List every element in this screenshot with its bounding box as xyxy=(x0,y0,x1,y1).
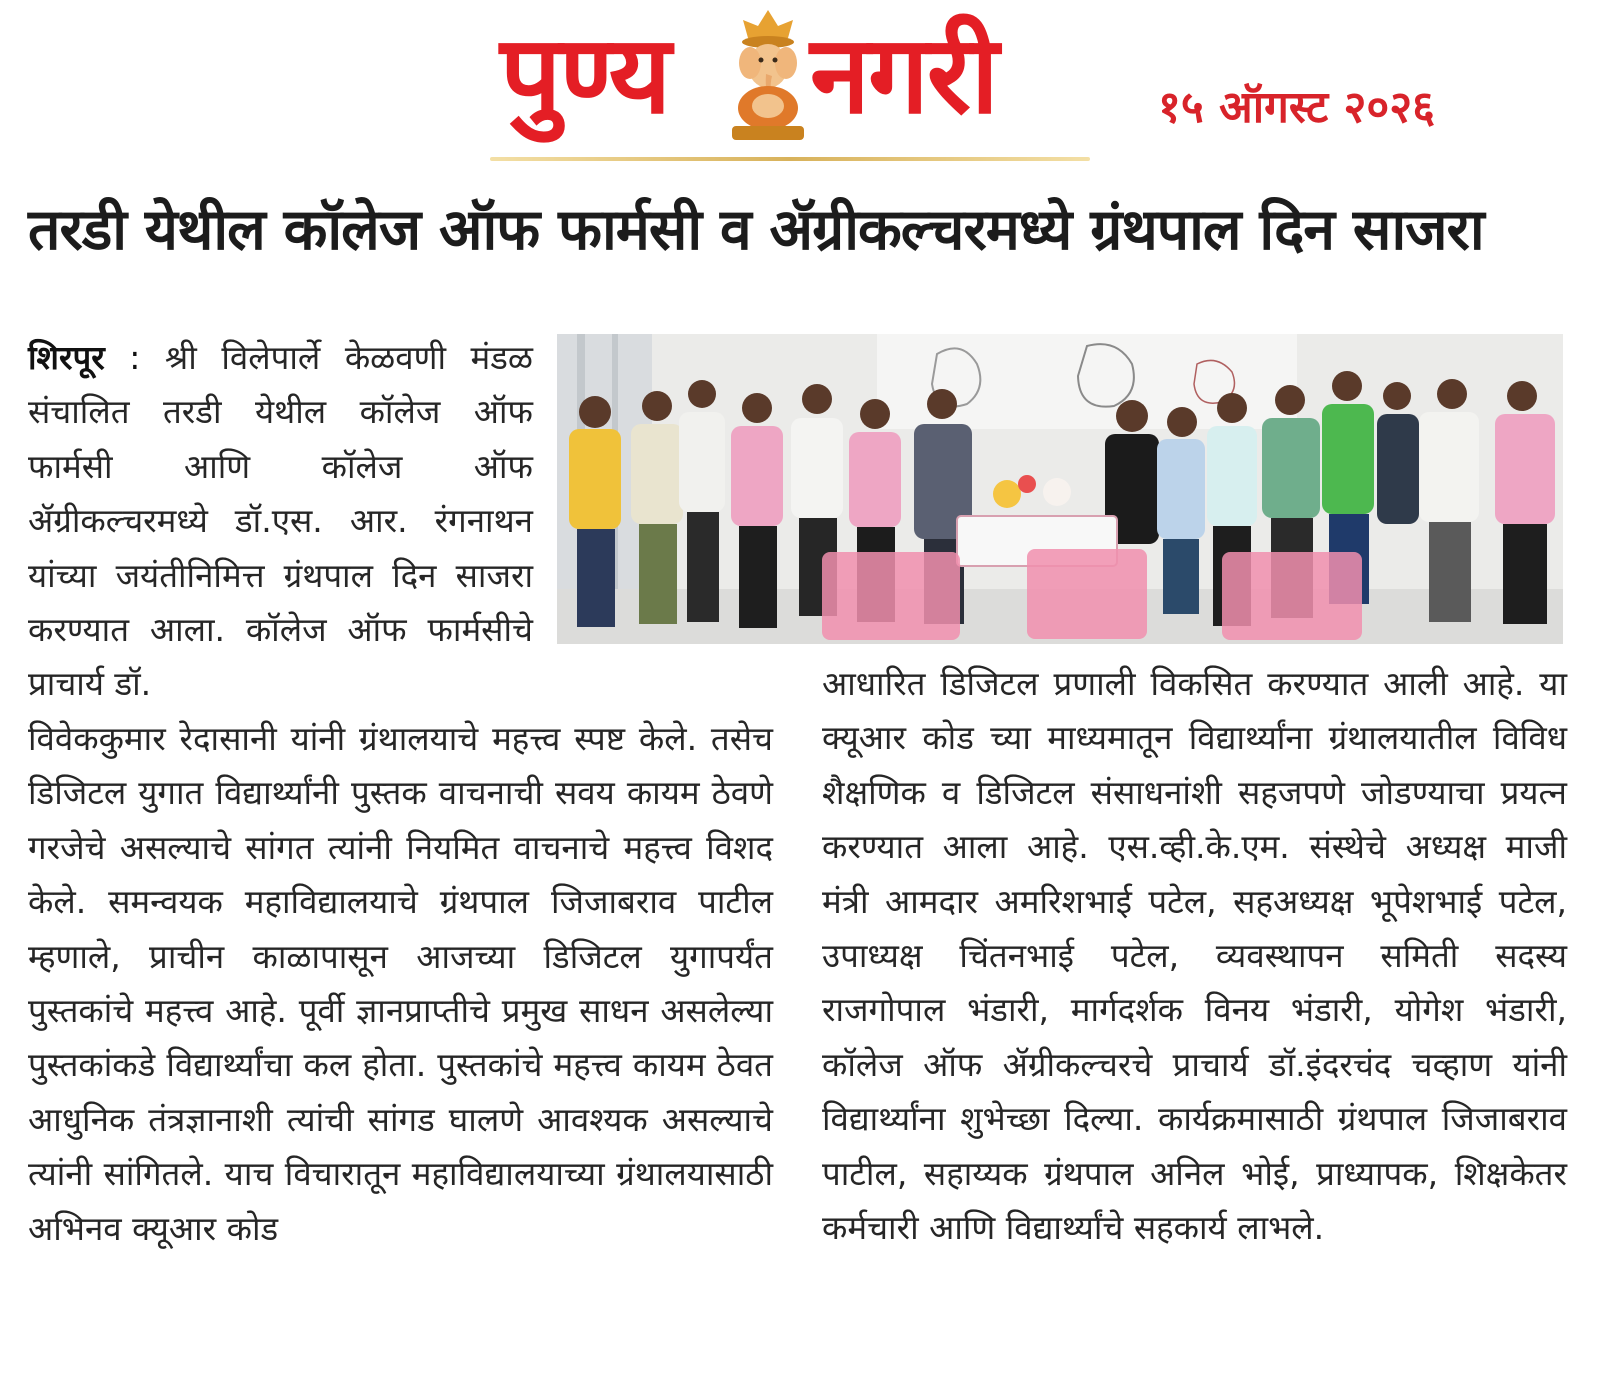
event-photo xyxy=(557,334,1563,644)
article-dateline: शिरपूर : xyxy=(28,338,165,377)
masthead xyxy=(0,0,1600,175)
newspaper-logo-right: नगरी xyxy=(810,13,997,138)
article-headline: तरडी येथील कॉलेज ऑफ फार्मसी व ॲग्रीकल्चरमध्ये ग्रंथपाल दिन साजरा xyxy=(28,197,1484,263)
issue-date: १५ ऑगस्ट २०२६ xyxy=(1158,82,1435,133)
article-column-left-bottom: विवेककुमार रेदासानी यांनी ग्रंथालयाचे महत्त्व स्पष्ट केले. तसेच डिजिटल युगात विद्यार्थ्यांनी पुस्तक वाचनाची सवय कायम ठेवणे गरजेचे असल्याचे सांगत त्यांनी नियमित वाचनाचे महत्त्व विशद केले. समन्वयक महाविद्यालयाचे ग्रंथपाल जिजाबराव पाटील म्हणाले, प्राचीन काळापासून आजच्या डिजिटल युगापर्यंत पुस्तकांचे महत्त्व आहे. पूर्वी ज्ञानप्राप्तीचे प्रमुख साधन असलेल्या पुस्तकांकडे विद्यार्थ्यांचा कल होता. पुस्तकांचे महत्त्व कायम ठेवत आधुनिक तंत्रज्ञानाशी त्यांची सांगड घालणे आवश्यक असल्याचे त्यांनी सांगितले. याच विचारातून महाविद्यालयाच्या ग्रंथालयासाठी अभिनव क्यूआर कोड xyxy=(28,719,773,1248)
article-column-left-top xyxy=(28,331,533,712)
newspaper-logo-left: पुण्य xyxy=(500,13,670,138)
masthead-underline xyxy=(490,157,1090,161)
article-column-right: आधारित डिजिटल प्रणाली विकसित करण्यात आली आहे. या क्यूआर कोड च्या माध्यमातून विद्यार्थ्यांना ग्रंथालयातील विविध शैक्षणिक व डिजिटल संसाधनांशी सहजपणे जोडण्याचा प्रयत्न करण्यात आला आहे. एस.व्ही.के.एम. संस्थेचे अध्यक्ष माजी मंत्री आमदार अमरिशभाई पटेल, सहअध्यक्ष भूपेशभाई पटेल, उपाध्यक्ष चिंतनभाई पटेल, व्यवस्थापन समिती सदस्य राजगोपाल भंडारी, मार्गदर्शक विनय भंडारी, योगेश भंडारी, कॉलेज ऑफ ॲग्रीकल्चरचे प्राचार्य डॉ.इंदरचंद चव्हाण यांनी विद्यार्थ्यांना शुभेच्छा दिल्या. कार्यक्रमासाठी ग्रंथपाल जिजाबराव पाटील, सहाय्यक ग्रंथपाल अनिल भोई, प्राध्यापक, शिक्षकेतर कर्मचारी आणि विद्यार्थ्यांचे सहकार्य लाभले. xyxy=(822,664,1567,1248)
ganesha-emblem-icon xyxy=(718,8,818,143)
article-text-left-top: श्री विलेपार्ले केळवणी मंडळ संचालित तरडी येथील कॉलेज ऑफ फार्मसी आणि कॉलेज ऑफ ॲग्रीकल्चरमध्ये डॉ.एस. आर. रंगनाथन यांच्या जयंतीनिमित्त ग्रंथपाल दिन साजरा करण्यात आला. कॉलेज ऑफ फार्मसीचे प्राचार्य डॉ. xyxy=(28,338,533,704)
